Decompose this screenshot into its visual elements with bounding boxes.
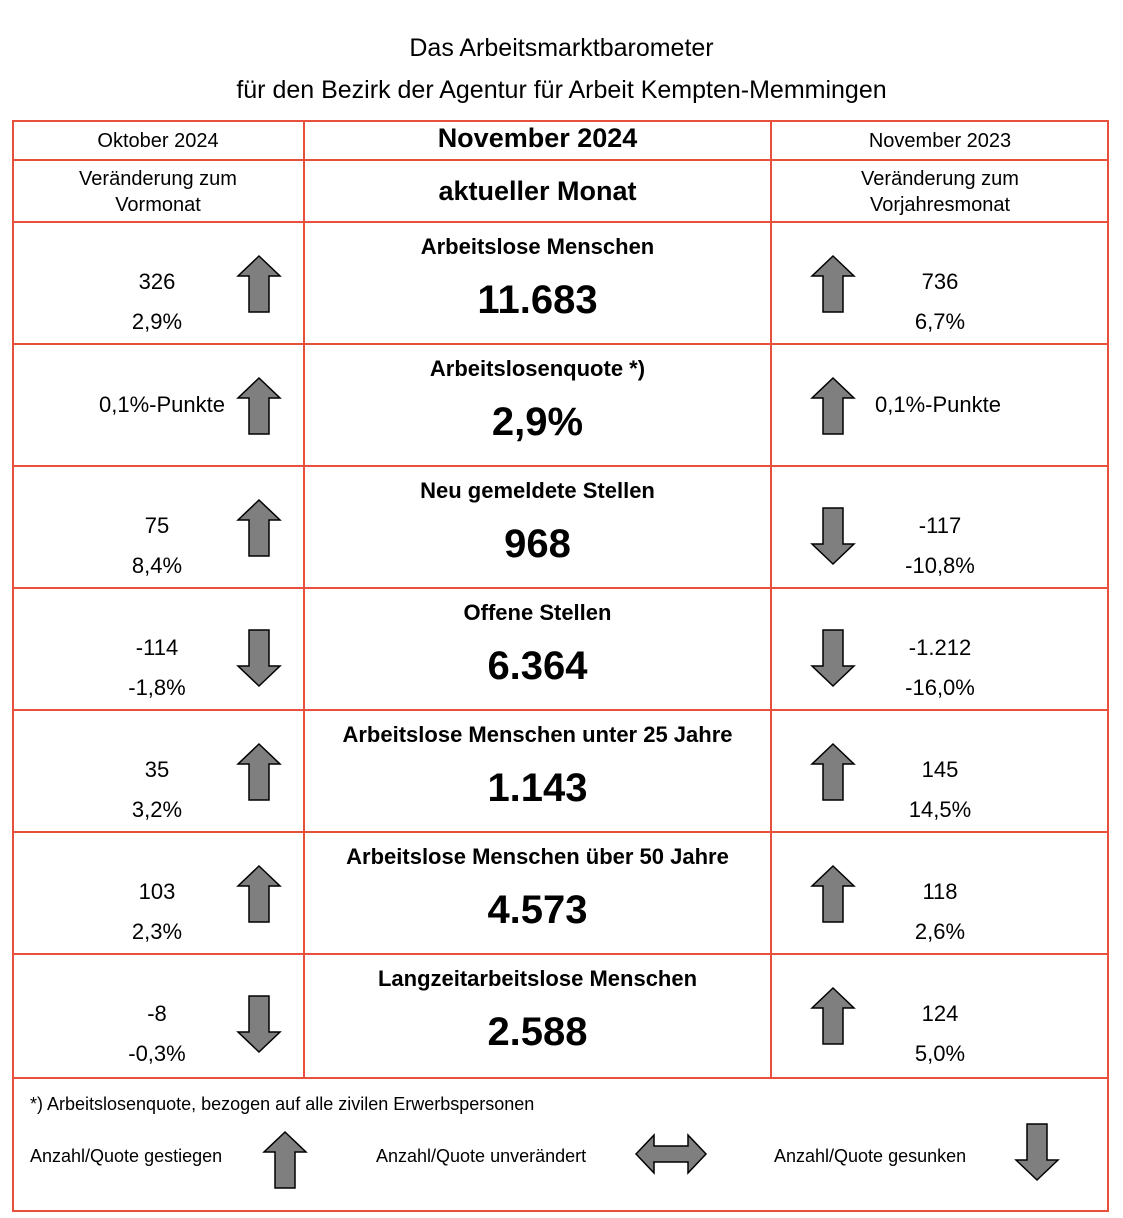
legend-down-label: Anzahl/Quote gesunken bbox=[774, 1146, 967, 1166]
row-right-arrow bbox=[810, 506, 856, 571]
row-value: 2.588 bbox=[487, 1010, 588, 1054]
row-left-abs: 326 bbox=[138, 269, 176, 294]
row-right-abs: 145 bbox=[921, 757, 959, 782]
row-right-abs: 124 bbox=[921, 1001, 959, 1026]
arrow-up-icon bbox=[810, 254, 856, 314]
row-value: 1.143 bbox=[487, 766, 588, 810]
row-right-pct: 5,0% bbox=[914, 1041, 966, 1066]
row-right-change bbox=[880, 994, 1000, 1074]
row-left-pct: 2,3% bbox=[131, 919, 183, 944]
row-label: Arbeitslose Menschen bbox=[420, 234, 655, 259]
row-left-abs: -8 bbox=[147, 1001, 167, 1026]
row-left-pct: -1,8% bbox=[128, 675, 186, 700]
row-left-change: 0,1%-Punkte bbox=[99, 392, 225, 417]
row-left-pct: 3,2% bbox=[131, 797, 183, 822]
row-right-change: 0,1%-Punkte bbox=[875, 392, 1001, 417]
row-label: Neu gemeldete Stellen bbox=[420, 478, 655, 503]
page-title-line1: Das Arbeitsmarktbarometer bbox=[409, 34, 714, 62]
row-left-arrow bbox=[236, 376, 282, 441]
row-right-change bbox=[880, 872, 1000, 952]
row-left-change bbox=[82, 994, 232, 1074]
header-left-sub-line2: Vormonat bbox=[115, 194, 201, 216]
row-right-arrow bbox=[810, 628, 856, 693]
header-left-sub bbox=[12, 166, 304, 218]
row-value: 6.364 bbox=[487, 644, 588, 688]
arrow-up-icon bbox=[236, 864, 282, 924]
table-row bbox=[12, 710, 1109, 832]
table-hline bbox=[12, 120, 1109, 122]
legend-double-arrow-icon bbox=[634, 1131, 708, 1177]
row-right-change bbox=[880, 750, 1000, 830]
row-right-change bbox=[880, 628, 1000, 708]
arrow-up-icon bbox=[810, 742, 856, 802]
row-right-change bbox=[880, 506, 1000, 586]
row-right-pct: -10,8% bbox=[905, 553, 975, 578]
header-left-month: Oktober 2024 bbox=[97, 130, 219, 152]
row-right-arrow bbox=[810, 864, 856, 929]
row-value: 2,9% bbox=[491, 400, 584, 444]
row-label: Arbeitslosenquote *) bbox=[429, 356, 646, 381]
row-left-change bbox=[82, 750, 232, 830]
row-left-arrow bbox=[236, 628, 282, 693]
row-left-pct: -0,3% bbox=[128, 1041, 186, 1066]
row-right-abs: 118 bbox=[922, 879, 958, 904]
row-label: Arbeitslose Menschen über 50 Jahre bbox=[346, 844, 729, 869]
legend-up-arrow-icon bbox=[262, 1130, 308, 1190]
header-right-sub-line1: Veränderung zum bbox=[861, 168, 1019, 190]
header-center-month: November 2024 bbox=[437, 123, 638, 153]
arrow-down-icon bbox=[236, 994, 282, 1054]
arrow-down-icon bbox=[810, 506, 856, 566]
legend-same-label: Anzahl/Quote unverändert bbox=[376, 1146, 587, 1166]
header-left-sub-line1: Veränderung zum bbox=[79, 168, 237, 190]
row-right-change bbox=[880, 262, 1000, 342]
arrow-up-icon bbox=[810, 986, 856, 1046]
row-left-abs: 35 bbox=[144, 757, 170, 782]
row-value: 11.683 bbox=[477, 278, 598, 322]
header-center-sub: aktueller Monat bbox=[438, 176, 637, 206]
row-label: Langzeitarbeitslose Menschen bbox=[377, 966, 698, 991]
row-left-change bbox=[82, 506, 232, 586]
arrow-up-icon bbox=[236, 254, 282, 314]
row-right-arrow bbox=[810, 376, 856, 441]
barometer-table bbox=[12, 120, 1109, 1212]
row-right-abs: -1.212 bbox=[908, 635, 972, 660]
arrow-up-icon bbox=[236, 742, 282, 802]
row-right-pct: 2,6% bbox=[914, 919, 966, 944]
row-label: Offene Stellen bbox=[463, 600, 612, 625]
row-left-pct: 2,9% bbox=[131, 309, 183, 334]
row-left-arrow bbox=[236, 994, 282, 1059]
row-right-abs: -117 bbox=[918, 513, 962, 538]
table-row bbox=[12, 588, 1109, 710]
row-left-arrow bbox=[236, 864, 282, 929]
table-row bbox=[12, 832, 1109, 954]
arrow-down-icon bbox=[236, 628, 282, 688]
arrow-up-icon bbox=[810, 376, 856, 436]
row-left-change bbox=[82, 262, 232, 342]
row-value: 4.573 bbox=[487, 888, 588, 932]
header-right-month: November 2023 bbox=[868, 130, 1012, 152]
arrow-up-icon bbox=[236, 498, 282, 558]
row-left-abs: -114 bbox=[135, 635, 179, 660]
table-hline bbox=[12, 159, 1109, 161]
table-hline bbox=[12, 1210, 1109, 1212]
row-value: 968 bbox=[504, 522, 571, 566]
row-left-change bbox=[82, 872, 232, 952]
page-title-line2: für den Bezirk der Agentur für Arbeit Kempten-Memmingen bbox=[236, 76, 887, 104]
legend-down-arrow-icon bbox=[1014, 1122, 1060, 1182]
row-left-abs: 103 bbox=[138, 879, 176, 904]
header-right-sub-line2: Vorjahresmonat bbox=[869, 194, 1011, 216]
table-row bbox=[12, 344, 1109, 466]
row-right-arrow bbox=[810, 742, 856, 807]
arrow-up-icon bbox=[236, 376, 282, 436]
table-row bbox=[12, 466, 1109, 588]
row-right-pct: 14,5% bbox=[908, 797, 972, 822]
row-right-arrow bbox=[810, 254, 856, 319]
arrow-down-icon bbox=[810, 628, 856, 688]
row-right-abs: 736 bbox=[921, 269, 959, 294]
table-row bbox=[12, 954, 1109, 1076]
footnote: *) Arbeitslosenquote, bezogen auf alle zivilen Erwerbspersonen bbox=[30, 1094, 535, 1114]
row-right-pct: -16,0% bbox=[905, 675, 975, 700]
header-right-sub bbox=[771, 166, 1109, 218]
row-left-arrow bbox=[236, 498, 282, 563]
row-right-pct: 6,7% bbox=[914, 309, 966, 334]
table-row bbox=[12, 222, 1109, 344]
arrow-up-icon bbox=[810, 864, 856, 924]
table-hline bbox=[12, 1077, 1109, 1079]
row-left-change bbox=[82, 628, 232, 708]
row-left-arrow bbox=[236, 742, 282, 807]
row-left-arrow bbox=[236, 254, 282, 319]
row-right-arrow bbox=[810, 986, 856, 1051]
legend-up-label: Anzahl/Quote gestiegen bbox=[30, 1146, 223, 1166]
row-left-abs: 75 bbox=[144, 513, 170, 538]
row-label: Arbeitslose Menschen unter 25 Jahre bbox=[342, 722, 733, 747]
row-left-pct: 8,4% bbox=[131, 553, 183, 578]
